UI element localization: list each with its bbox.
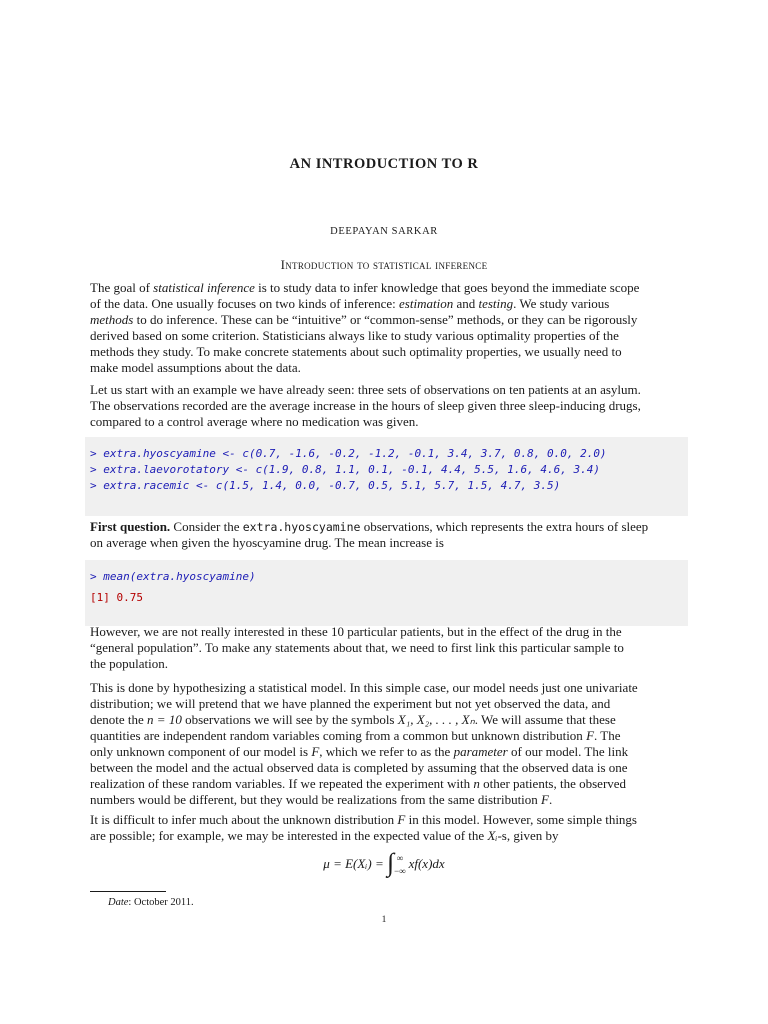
paragraph-first-question: First question. Consider the extra.hyoscyamine observations, which represents the extra hours of sleep on average when given the hyoscyamine drug. The mean increase is: [90, 519, 649, 550]
paragraph-model: This is done by hypothesizing a statistical model. In this simple case, our model needs just one univariate distribution; we will pretend that we have planned the experiment but not yet observed the data, and denote the n = 10 observations we will see by the symbols X₁, X₂, . . . , Xₙ. We will assume that these quantities are independent random variables coming from a common but unknown distribution F. The only unknown component of our model is F, which we refer to as the parameter of our model. The link between the model and the actual observed data is completed by assuming that the observed data is one realization of these random variables. If we repeated the experiment with n other patients, the observed numbers would be different, but they would be realizations from the same distribution F.: [90, 680, 638, 807]
integral-sign: ∫: [386, 848, 395, 877]
paper-title: AN INTRODUCTION TO R: [289, 156, 479, 172]
equation-expected-value: μ = E(Xᵢ) = ∫ ∞ −∞ xf(x)dx: [323, 848, 445, 877]
paragraph-expected-value: It is difficult to infer much about the unknown distribution F in this model. However, some simple things are possible; for example, we may be interested in the expected value of the Xᵢ-s, given by: [90, 812, 637, 843]
page-number: 1: [381, 915, 387, 925]
footnote-date: Date: October 2011.: [108, 897, 194, 908]
code-output: [1] 0.75: [90, 591, 143, 604]
code-line: > extra.racemic <- c(1.5, 1.4, 0.0, -0.7, 0.5, 5.1, 5.7, 1.5, 4.7, 3.5): [90, 479, 561, 492]
code-input: > mean(extra.hyoscyamine): [90, 570, 256, 583]
code-block-mean: [85, 560, 688, 626]
paragraph-population: However, we are not really interested in these 10 particular patients, but in the effect of the drug in the “general population”. To make any statements about that, we need to first link this particular sample to the population.: [90, 624, 624, 671]
paragraph-intro: The goal of statistical inference is to study data to infer knowledge that goes beyond the immediate scope of the data. One usually focuses on two kinds of inference: estimation and testing. We study various methods to do inference. These can be “intuitive” or “common-sense” methods, or they can be rigorously derived based on some criterion. Statisticians always like to study various optimality properties of the methods they study. To make concrete statements about such optimality properties, we usually need to make model assumptions about the data.: [90, 280, 640, 375]
paragraph-example: Let us start with an example we have already seen: three sets of observations on ten patients at an asylum. The observations recorded are the average increase in the hours of sleep given three sleep-inducing drugs, compared to a control average where no medication was given.: [90, 382, 641, 429]
footnote-rule: [90, 891, 166, 892]
section-heading: Introduction to statistical inference: [280, 257, 488, 272]
author-name: DEEPAYAN SARKAR: [330, 226, 438, 237]
code-line: > extra.laevorotatory <- c(1.9, 0.8, 1.1, 0.1, -0.1, 4.4, 5.5, 1.6, 4.6, 3.4): [90, 463, 600, 476]
code-line: > extra.hyoscyamine <- c(0.7, -1.6, -0.2, -1.2, -0.1, 3.4, 3.7, 0.8, 0.0, 2.0): [90, 447, 607, 460]
code-block-data: [85, 437, 688, 516]
